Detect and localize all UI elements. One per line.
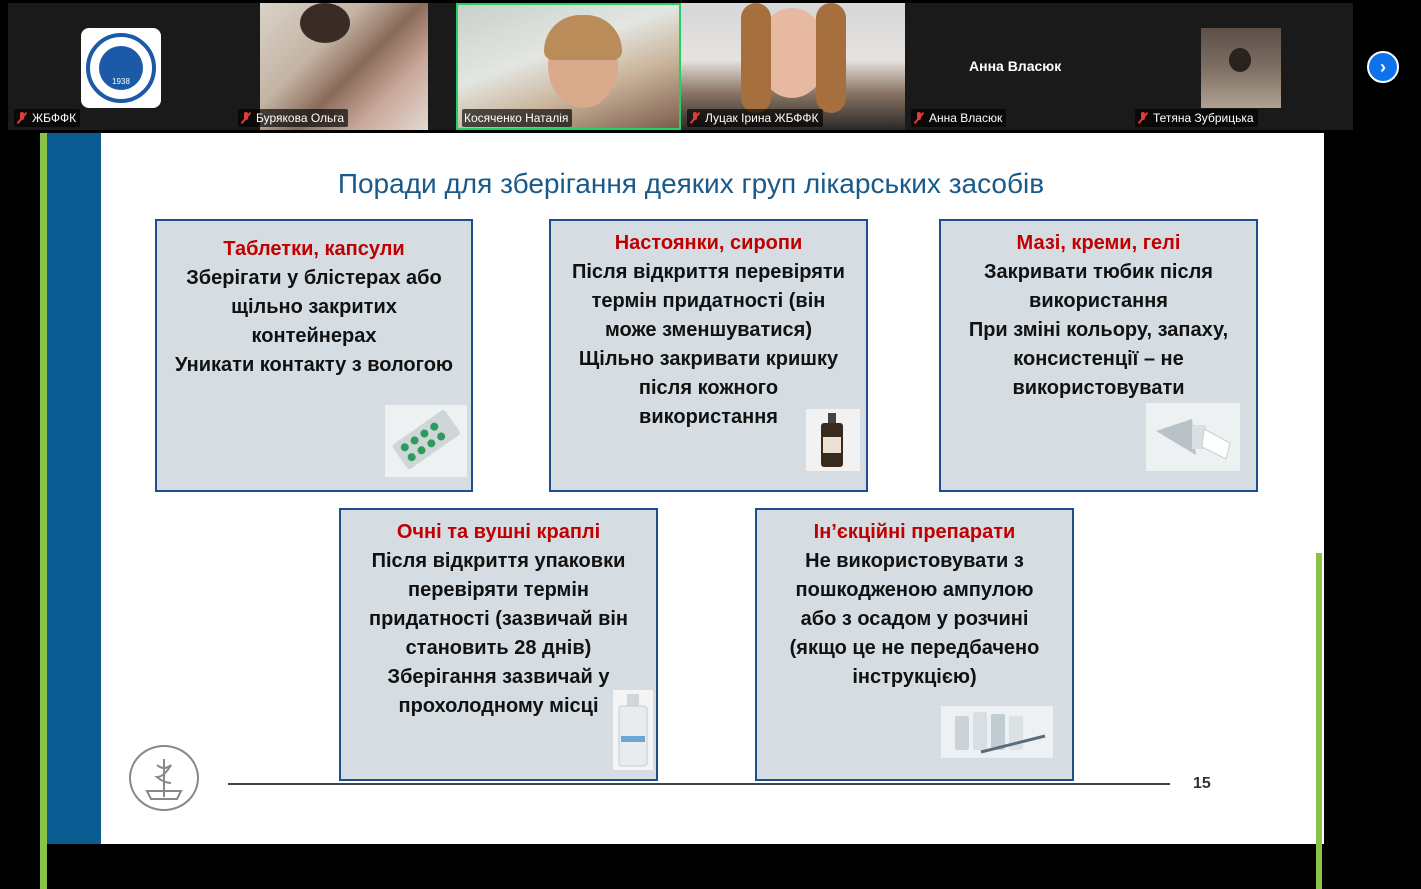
participant-name: Тетяна Зубрицька <box>1153 111 1254 125</box>
active-speaker-outline <box>456 3 681 130</box>
ointment-tube-image <box>1146 403 1240 471</box>
participant-tile[interactable] <box>8 3 232 130</box>
slide-title: Поради для зберігання деяких груп лікарських засобів <box>337 168 1045 199</box>
slide-page-number: 15 <box>1193 775 1211 792</box>
card-tinctures: Настоянки, сиропи Після відкриття перевіряти термін придатності (він може зменшуватися) Щільно закривати кришку після кожного використання <box>549 219 868 492</box>
tincture-bottle-image <box>806 409 860 471</box>
card-heading: Настоянки, сиропи <box>614 232 803 254</box>
eye-drops-bottle-image <box>613 690 653 770</box>
next-page-button[interactable] <box>1367 51 1399 83</box>
mic-off-icon <box>240 111 252 125</box>
slide-accent-blue <box>47 133 101 844</box>
slide-accent-green-right <box>1316 553 1322 889</box>
mic-off-icon <box>1137 111 1149 125</box>
card-heading: Очні та вушні краплі <box>396 521 601 543</box>
card-tablets: Таблетки, капсули Зберігати у блістерах або щільно закритих контейнерах Уникати контакту з вологою <box>155 219 473 492</box>
participant-name: Бурякова Ольга <box>256 111 345 125</box>
college-emblem-icon <box>129 745 199 811</box>
card-heading: Ін’єкційні препарати <box>813 521 1016 543</box>
card-injections: Ін’єкційні препарати Не використовувати з пошкодженою ампулою або з осадом у розчині (якщо це не передбачено інструкцією) <box>755 508 1074 781</box>
college-logo <box>81 28 161 108</box>
participant-name: Луцак Ірина ЖБФФК <box>705 111 819 125</box>
participant-name: Косяченко Наталія <box>464 111 569 125</box>
participant-center-name: Анна Власюк <box>969 58 1062 74</box>
participant-tile[interactable] <box>232 3 456 130</box>
participant-name: ЖБФФК <box>32 111 77 125</box>
participant-name: Анна Власюк <box>929 111 1003 125</box>
mic-off-icon <box>689 111 701 125</box>
slide-footer-line <box>228 783 1170 785</box>
slide-accent-green-left <box>40 133 47 889</box>
avatar <box>1201 28 1281 108</box>
blister-pack-image <box>385 405 467 477</box>
participant-tile[interactable] <box>1129 3 1353 130</box>
participant-tile[interactable] <box>681 3 905 130</box>
card-eye-ear-drops: Очні та вушні краплі Після відкриття упаковки перевіряти термін придатності (зазвичай він становить 28 днів) Зберігання зазвичай у прохолодному місці <box>339 508 658 781</box>
card-heading: Мазі, креми, гелі <box>1016 232 1181 254</box>
card-heading: Таблетки, капсули <box>223 238 405 260</box>
chevron-right-icon: › <box>1380 56 1386 77</box>
mic-off-icon <box>913 111 925 125</box>
ampoules-image <box>941 706 1053 758</box>
card-ointments: Мазі, креми, гелі Закривати тюбик після використання При зміні кольору, запаху, консистенції – не використовувати <box>939 219 1258 492</box>
logo-year: 1938 <box>99 46 143 90</box>
mic-off-icon <box>16 111 28 125</box>
